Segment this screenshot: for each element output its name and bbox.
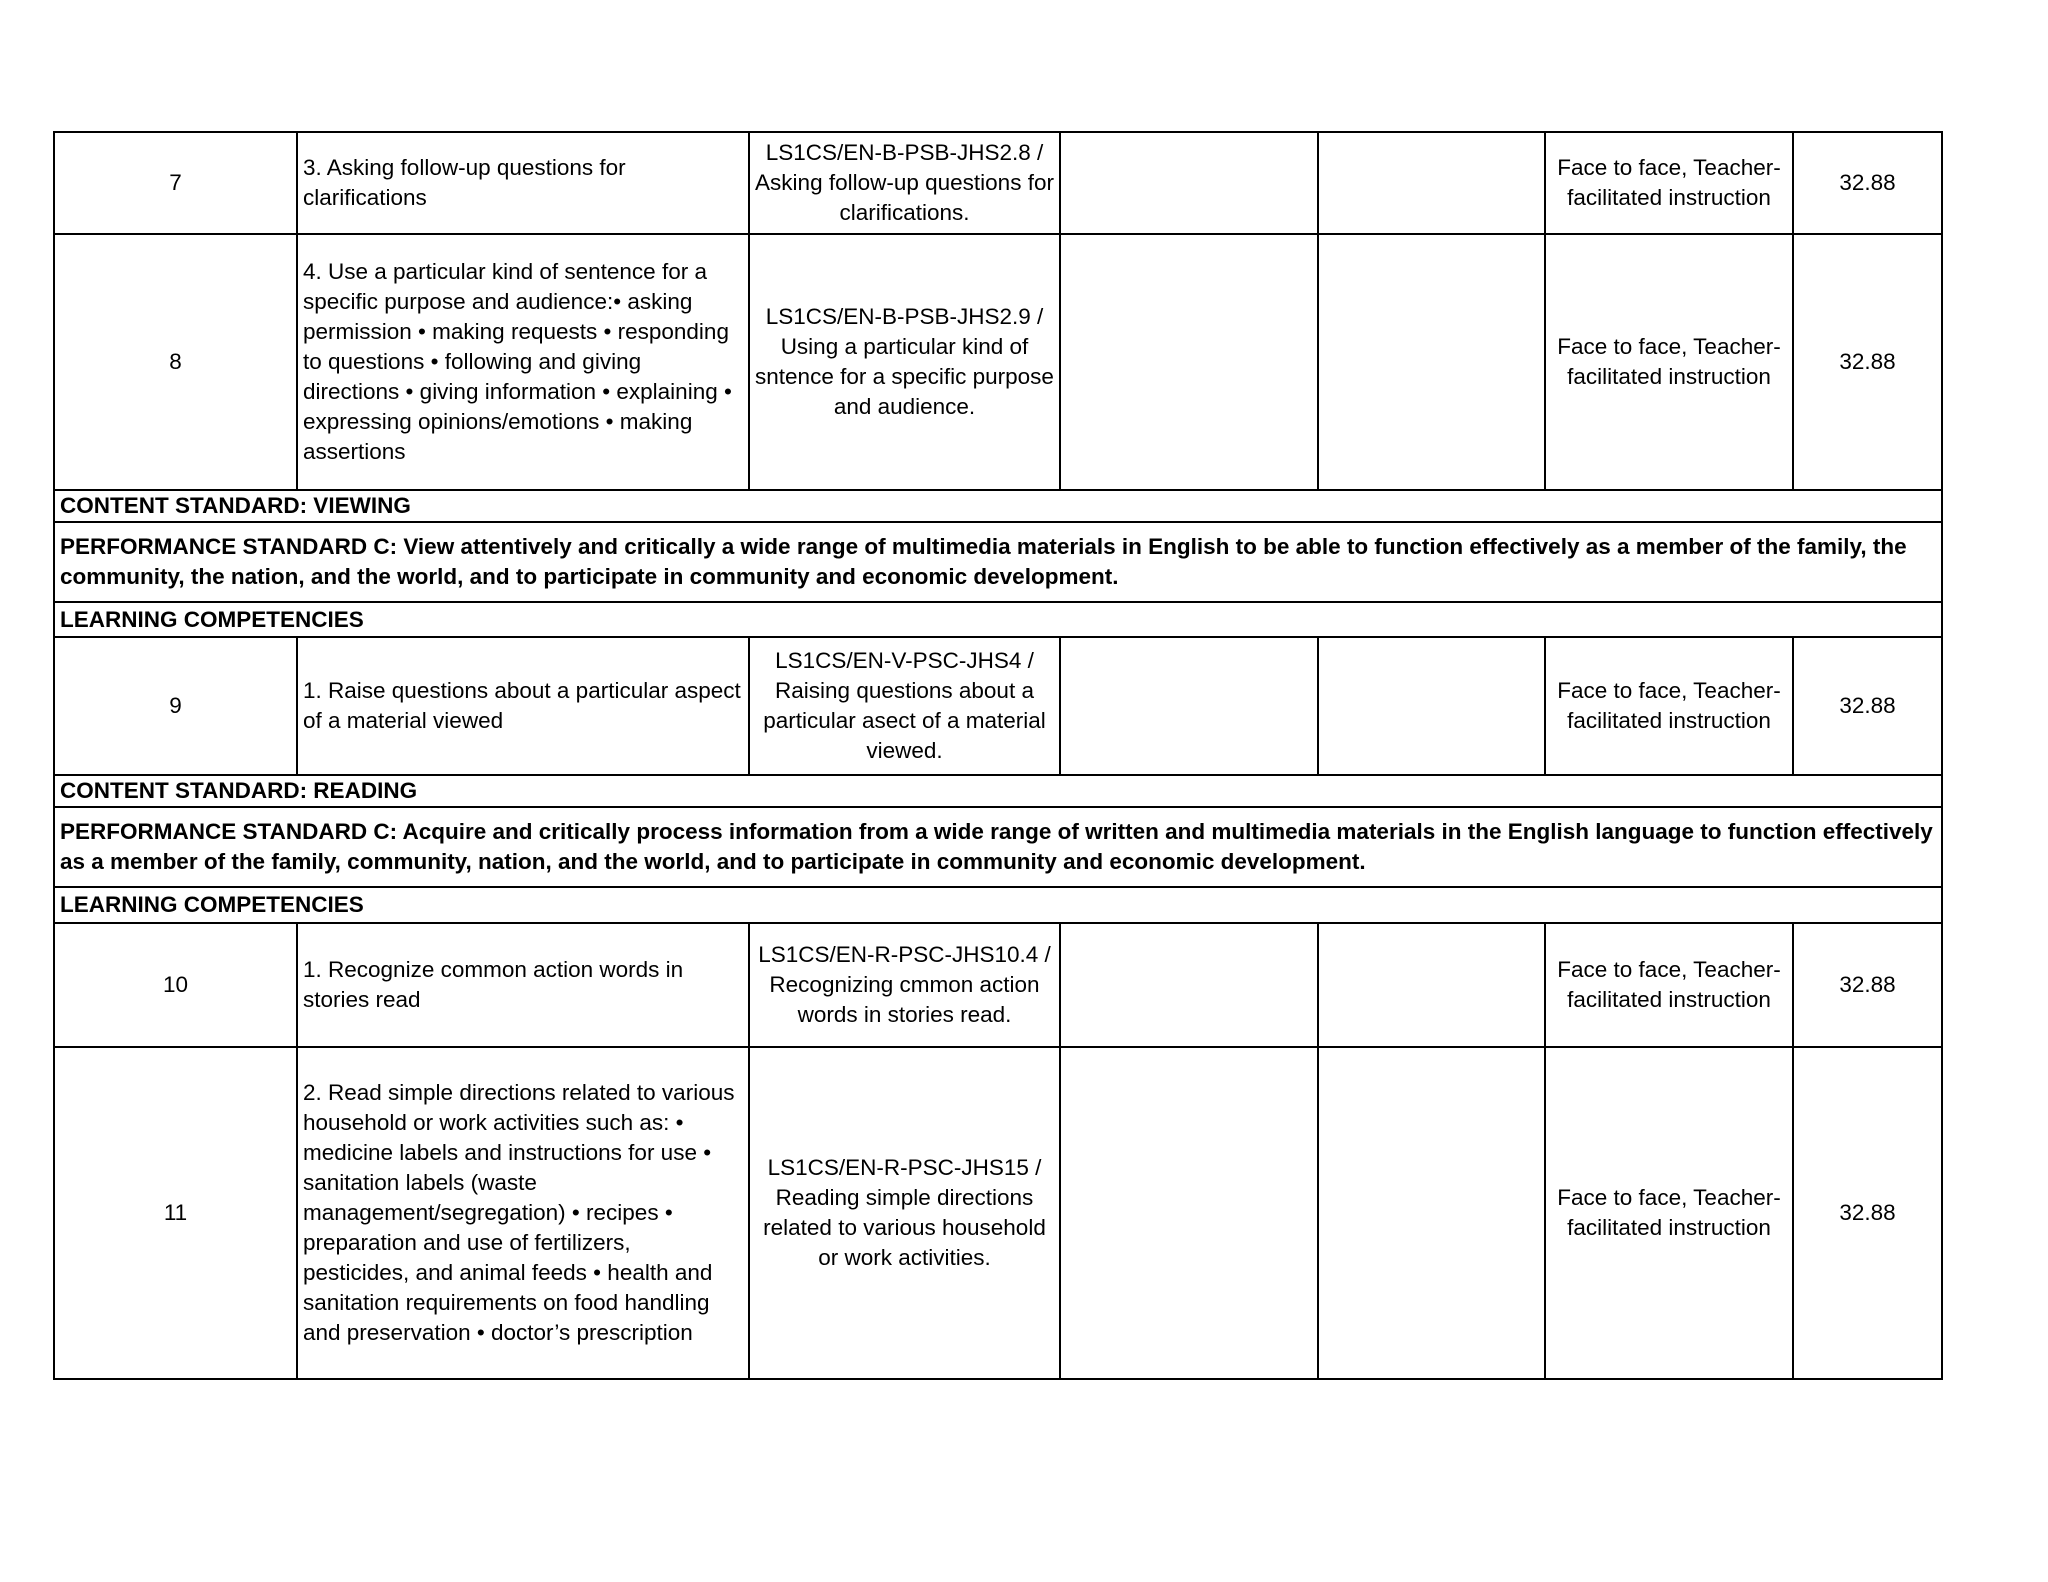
learning-competencies-label: LEARNING COMPETENCIES (54, 887, 1942, 923)
competency-code: LS1CS/EN-R-PSC-JHS10.4 / Recognizing cmmon action words in stories read. (749, 923, 1060, 1047)
performance-standard-viewing: PERFORMANCE STANDARD C: View attentively and critically a wide range of multimedia materials in English to be able to function effectively as a member of the family, the community, the nation, and the world, and to participate in community and economic development. (54, 522, 1942, 602)
learning-competency: 3. Asking follow-up questions for clarifications (297, 132, 749, 234)
empty-cell (1318, 132, 1545, 234)
row-number: 11 (54, 1047, 297, 1379)
hours-value: 32.88 (1793, 923, 1942, 1047)
hours-value: 32.88 (1793, 1047, 1942, 1379)
performance-standard-reading: PERFORMANCE STANDARD C: Acquire and critically process information from a wide range of written and multimedia materials in the English language to function effectively as a member of the family, community, nation, and the world, and to participate in community and economic development. (54, 807, 1942, 887)
learning-competency: 4. Use a particular kind of sentence for a specific purpose and audience:• asking permission • making requests • responding to questions • following and giving directions • giving information • explaining • expressing opinions/emotions • making assertions (297, 234, 749, 490)
empty-cell (1060, 132, 1318, 234)
empty-cell (1060, 637, 1318, 775)
content-standard-reading: CONTENT STANDARD: READING (54, 775, 1942, 807)
row-number: 7 (54, 132, 297, 234)
content-standard-viewing: CONTENT STANDARD: VIEWING (54, 490, 1942, 522)
competency-code: LS1CS/EN-B-PSB-JHS2.8 / Asking follow-up questions for clarifications. (749, 132, 1060, 234)
learning-competency: 1. Recognize common action words in stories read (297, 923, 749, 1047)
table-row (54, 1047, 1942, 1379)
competencies-header-row (54, 602, 1942, 637)
row-number: 8 (54, 234, 297, 490)
competency-code: LS1CS/EN-B-PSB-JHS2.9 / Using a particular kind of sntence for a specific purpose and audience. (749, 234, 1060, 490)
empty-cell (1060, 234, 1318, 490)
performance-standard-row (54, 807, 1942, 887)
empty-cell (1318, 923, 1545, 1047)
curriculum-table (53, 131, 1943, 1380)
delivery-mode: Face to face, Teacher-facilitated instruction (1545, 637, 1793, 775)
empty-cell (1318, 1047, 1545, 1379)
table-row (54, 637, 1942, 775)
content-standard-row (54, 775, 1942, 807)
hours-value: 32.88 (1793, 637, 1942, 775)
row-number: 10 (54, 923, 297, 1047)
table-row (54, 132, 1942, 234)
delivery-mode: Face to face, Teacher-facilitated instruction (1545, 923, 1793, 1047)
competency-code: LS1CS/EN-R-PSC-JHS15 / Reading simple directions related to various household or work activities. (749, 1047, 1060, 1379)
empty-cell (1318, 234, 1545, 490)
learning-competency: 2. Read simple directions related to various household or work activities such as: • medicine labels and instructions for use • sanitation labels (waste management/segregation) • recipes • preparation and use of fertilizers, pesticides, and animal feeds • health and sanitation requirements on food handling and preservation • doctor’s prescription (297, 1047, 749, 1379)
empty-cell (1060, 1047, 1318, 1379)
performance-standard-row (54, 522, 1942, 602)
competencies-header-row (54, 887, 1942, 923)
table-row (54, 234, 1942, 490)
empty-cell (1060, 923, 1318, 1047)
content-standard-row (54, 490, 1942, 522)
delivery-mode: Face to face, Teacher-facilitated instruction (1545, 1047, 1793, 1379)
row-number: 9 (54, 637, 297, 775)
empty-cell (1318, 637, 1545, 775)
table-row (54, 923, 1942, 1047)
hours-value: 32.88 (1793, 132, 1942, 234)
hours-value: 32.88 (1793, 234, 1942, 490)
learning-competency: 1. Raise questions about a particular aspect of a material viewed (297, 637, 749, 775)
learning-competencies-label: LEARNING COMPETENCIES (54, 602, 1942, 637)
delivery-mode: Face to face, Teacher-facilitated instruction (1545, 132, 1793, 234)
competency-code: LS1CS/EN-V-PSC-JHS4 / Raising questions about a particular asect of a material viewed. (749, 637, 1060, 775)
delivery-mode: Face to face, Teacher-facilitated instruction (1545, 234, 1793, 490)
